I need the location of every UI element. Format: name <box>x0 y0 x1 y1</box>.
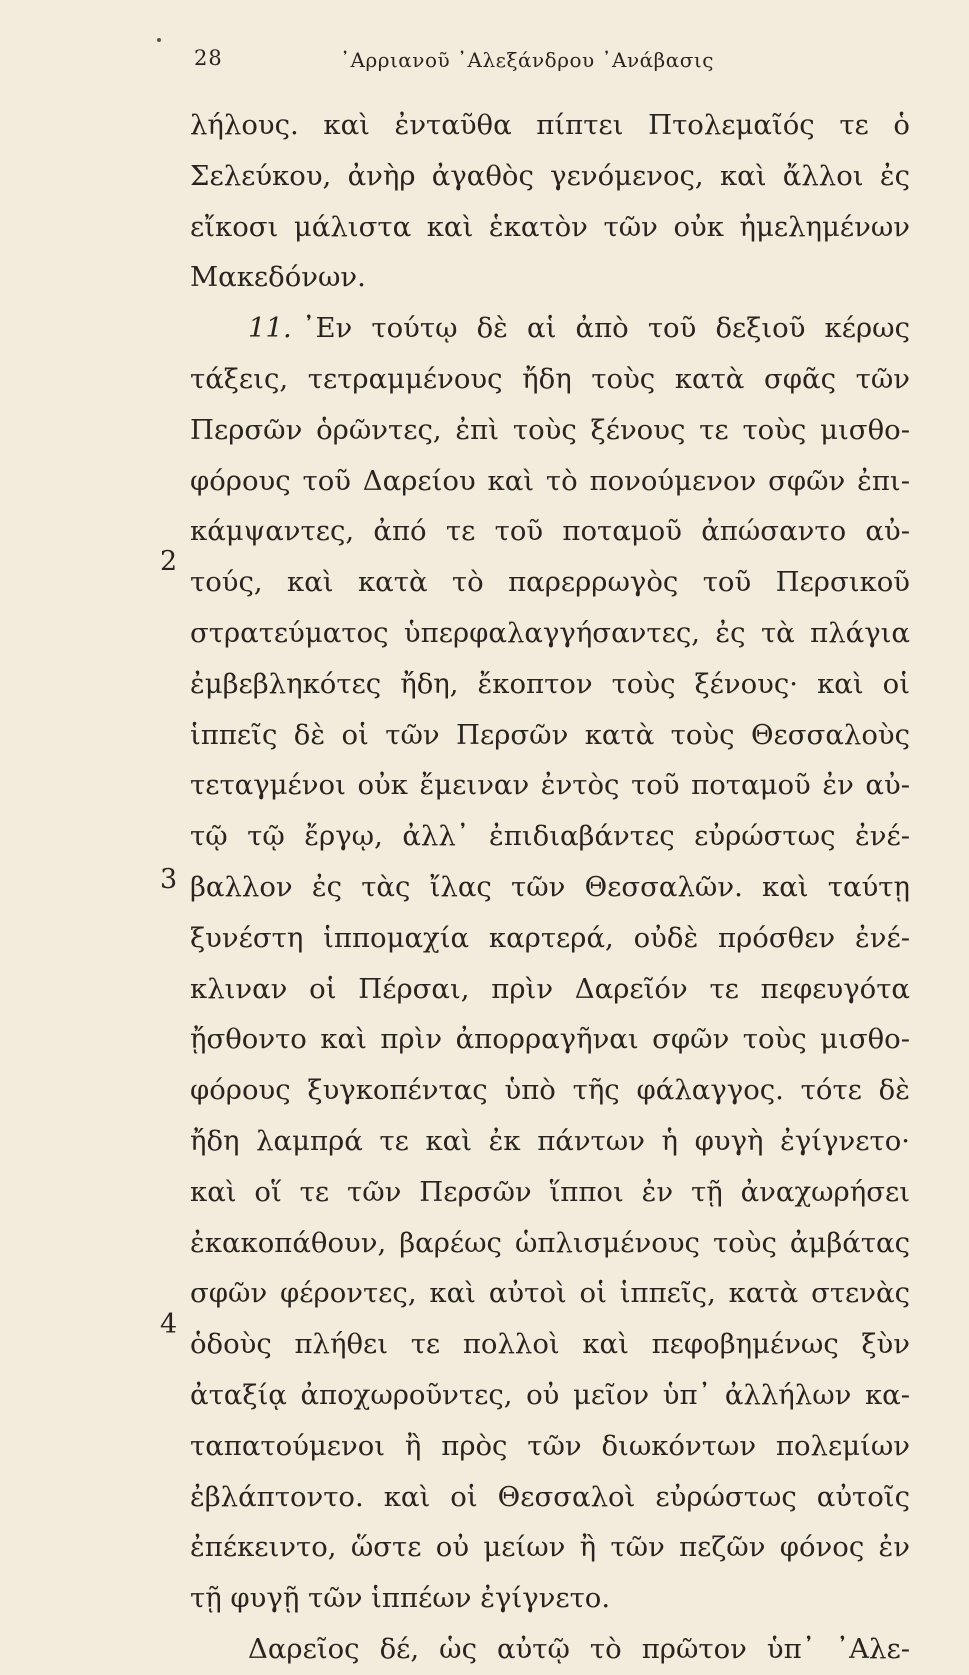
text-line: ἐκακοπάθουν, βαρέως ὡπλισμένους τοὺς ἀμβάτας <box>190 1226 910 1259</box>
text-line: βαλλον ἐς τὰς ἴλας τῶν Θεσσαλῶν. καὶ ταύτῃ <box>190 870 910 903</box>
text-line: εἴκοσι μάλιστα καὶ ἑκατὸν τῶν οὐκ ἠμελημένων <box>190 210 910 243</box>
body-text <box>190 100 910 1675</box>
text-line: ἐμβεβληκότες ἤδη, ἔκοπτον τοὺς ξένους· καὶ οἱ <box>190 667 910 700</box>
text-line: φόρους ξυγκοπέντας ὑπὸ τῆς φάλαγγος. τότε δὲ <box>190 1074 910 1107</box>
text-line: λήλους. καὶ ἐνταῦθα πίπτει Πτολεμαῖός τε ὁ <box>190 109 910 141</box>
text-line: ταπατούμενοι ἢ πρὸς τῶν διωκόντων πολεμίων <box>190 1429 910 1462</box>
text-line: Δαρεῖος δέ, ὡς αὐτῷ τὸ πρῶτον ὑπ᾿ ᾿Αλε- <box>248 1632 910 1665</box>
text-line: Μακεδόνων. <box>190 261 366 294</box>
text-line: ἤδη λαμπρά τε καὶ ἐκ πάντων ἡ φυγὴ ἐγίγνετο· <box>190 1124 910 1157</box>
text-line: τῇ φυγῇ τῶν ἱππέων ἐγίγνετο. <box>190 1582 611 1615</box>
text-line: ἀταξίᾳ ἀποχωροῦντες, οὐ μεῖον ὑπ᾿ ἀλλήλων κα- <box>190 1378 910 1411</box>
text-line: τεταγμένοι οὐκ ἔμειναν ἐντὸς τοῦ ποταμοῦ ἐν αὐ- <box>190 769 910 802</box>
margin-section-number: 4 <box>160 1309 178 1340</box>
text-line: ᾔσθοντο καὶ πρὶν ἀπορραγῆναι σφῶν τοὺς μισθο- <box>190 1023 910 1056</box>
page-number: 28 <box>194 46 223 70</box>
running-title: ᾿Αρριανοῦ ᾿Αλεξάνδρου ᾿Ανάβασις <box>340 48 714 72</box>
text-line: ξυνέστη ἱππομαχία καρτερά, οὐδὲ πρόσθεν ἐνέ- <box>190 921 910 954</box>
text-line: κάμψαντες, ἀπό τε τοῦ ποταμοῦ ἀπώσαντο αὐ- <box>190 515 910 548</box>
text-line: τούς, καὶ κατὰ τὸ παρερρωγὸς τοῦ Περσικοῦ <box>190 566 910 599</box>
section-number: 11. <box>248 312 292 345</box>
text-line: ὁδοὺς πλήθει τε πολλοὶ καὶ πεφοβημένως ξὺν <box>190 1328 910 1361</box>
text-line: τῷ τῷ ἔργῳ, ἀλλ᾿ ἐπιδιαβάντες εὐρώστως ἐνέ- <box>190 820 910 853</box>
text-line: φόρους τοῦ Δαρείου καὶ τὸ πονούμενον σφῶν ἐπι- <box>190 464 910 497</box>
margin-section-number: 3 <box>160 864 178 895</box>
text-line: ἐπέκειντο, ὥστε οὐ μείων ἢ τῶν πεζῶν φόνος ἐν <box>190 1531 910 1564</box>
text-line: καὶ οἵ τε τῶν Περσῶν ἵπποι ἐν τῇ ἀναχωρήσει <box>190 1175 910 1208</box>
text-line: ἱππεῖς δὲ οἱ τῶν Περσῶν κατὰ τοὺς Θεσσαλοὺς <box>190 718 910 751</box>
margin-section-number: 2 <box>160 546 178 577</box>
margin-dot <box>157 38 161 42</box>
text-line: κλιναν οἱ Πέρσαι, πρὶν Δαρεῖόν τε πεφευγότα <box>190 972 910 1005</box>
text-line: Περσῶν ὁρῶντες, ἐπὶ τοὺς ξένους τε τοὺς μισθο- <box>190 413 910 446</box>
text-line: ἐβλάπτοντο. καὶ οἱ Θεσσαλοὶ εὐρώστως αὐτοῖς <box>190 1480 910 1513</box>
running-head <box>190 40 910 80</box>
text-line <box>190 303 910 354</box>
text-line: τάξεις, τετραμμένους ἤδη τοὺς κατὰ σφᾶς τῶν <box>190 362 910 395</box>
text-line: Σελεύκου, ἀνὴρ ἀγαθὸς γενόμενος, καὶ ἄλλοι ἐς <box>190 159 910 192</box>
text-line: σφῶν φέροντες, καὶ αὐτοὶ οἱ ἱππεῖς, κατὰ στενὰς <box>190 1277 910 1310</box>
text-line: στρατεύματος ὑπερφαλαγγήσαντες, ἐς τὰ πλάγια <box>190 616 910 649</box>
text-line-content: ᾿Εν τούτῳ δὲ αἱ ἀπὸ τοῦ δεξιοῦ κέρως <box>301 312 910 345</box>
